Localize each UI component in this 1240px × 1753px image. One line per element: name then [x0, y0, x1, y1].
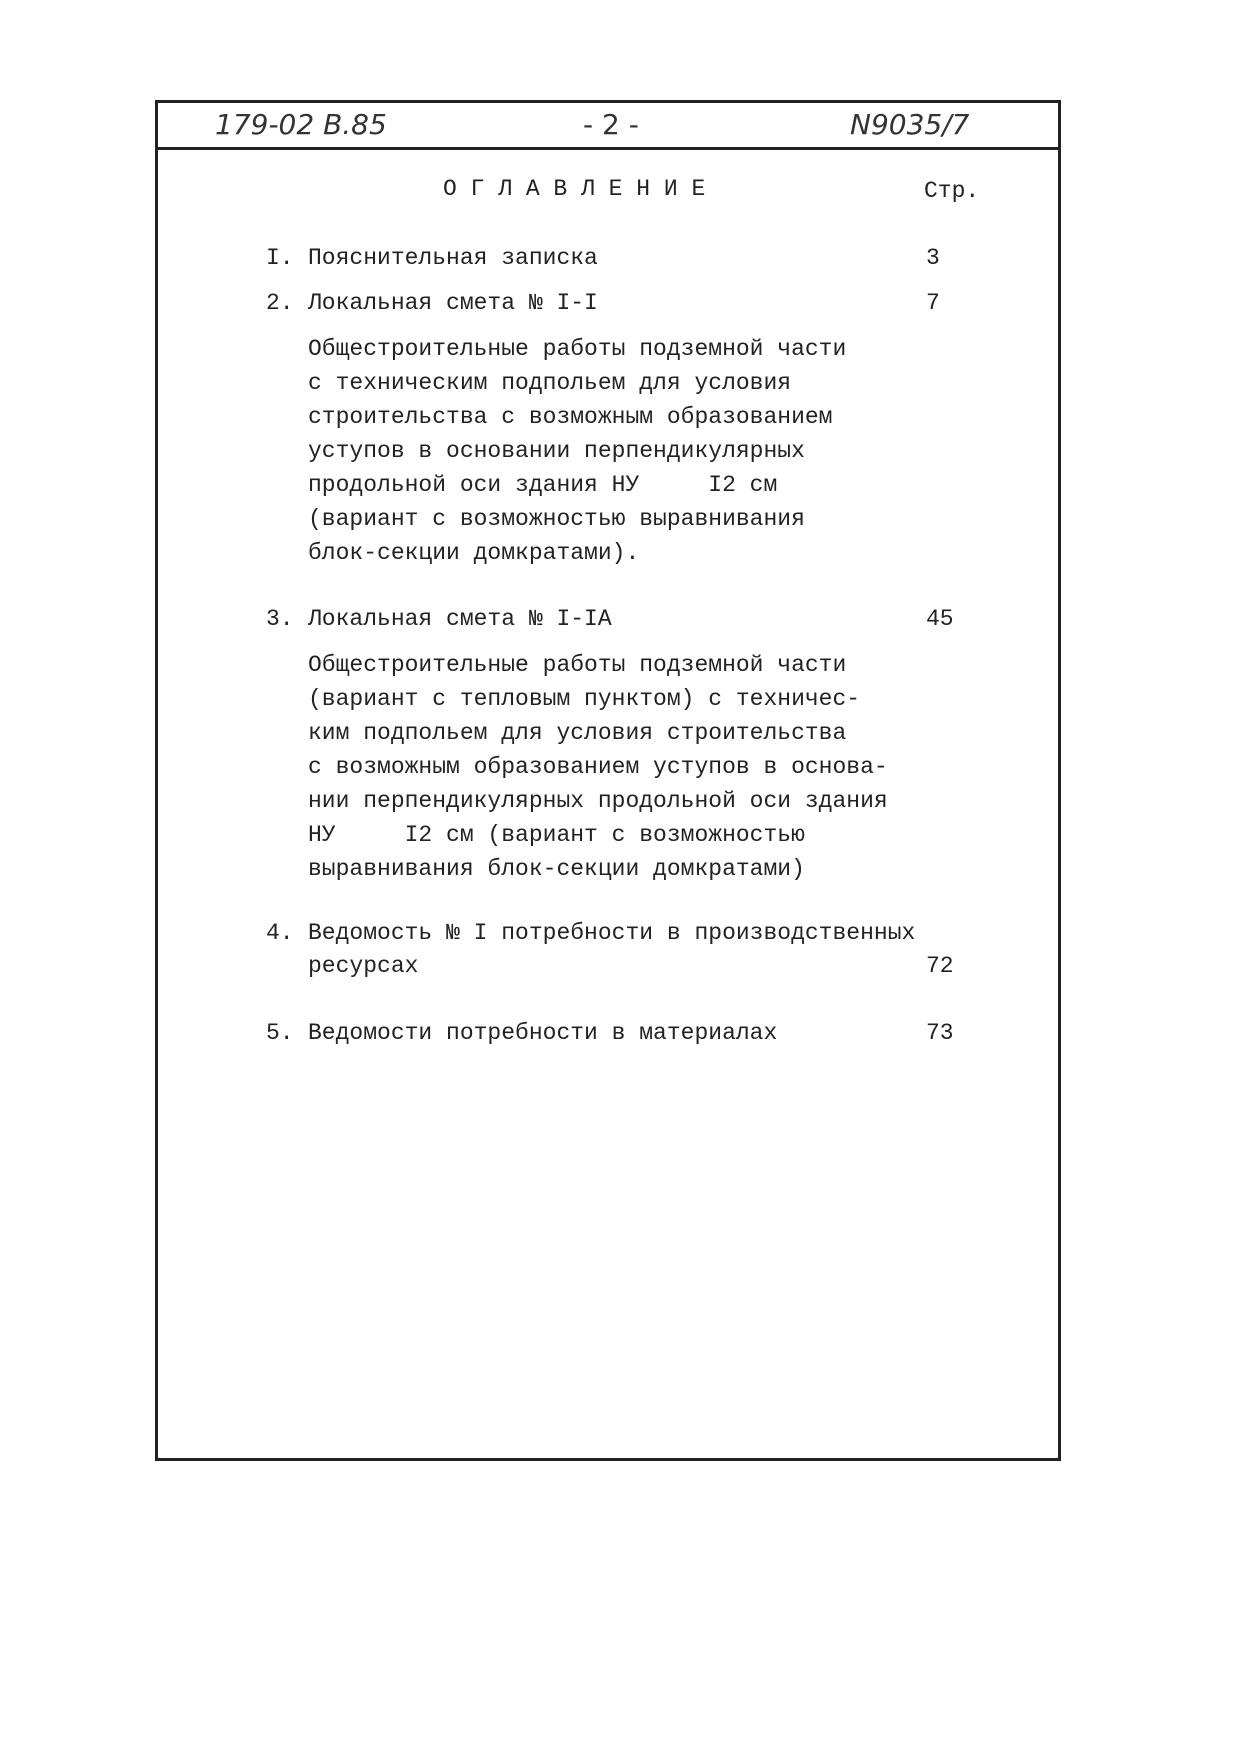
entry-number: 3.: [266, 606, 294, 632]
entry-page: 3: [926, 245, 940, 271]
entry-page: 45: [926, 606, 954, 632]
entry-title: Локальная смета № I-I: [308, 290, 598, 316]
entry-description-line: (вариант с возможностью выравнивания: [308, 506, 805, 532]
entry-description-line: (вариант с тепловым пунктом) с техничес-: [308, 686, 861, 712]
entry-description-line: Общестроительные работы подземной части: [308, 652, 847, 678]
entry-description-line: уступов в основании перпендикулярных: [308, 438, 805, 464]
entry-title: Локальная смета № I-IA: [308, 606, 612, 632]
entry-description-line: Общестроительные работы подземной части: [308, 336, 847, 362]
entry-description-line: продольной оси здания НУ I2 см: [308, 472, 778, 498]
entry-description-line: НУ I2 см (вариант с возможностью: [308, 822, 805, 848]
entry-description-line: выравнивания блок-секции домкратами): [308, 856, 805, 882]
entry-description-line: ким подпольем для условия строительства: [308, 720, 847, 746]
entry-page: 7: [926, 290, 940, 316]
page-number: - 2 -: [583, 108, 639, 141]
entry-description-line: с возможным образованием уступов в основа-: [308, 754, 888, 780]
page-column-label: Стр.: [924, 178, 980, 204]
header-divider: [158, 147, 1058, 150]
entry-number: 2.: [266, 290, 294, 316]
entry-description-line: нии перпендикулярных продольной оси здания: [308, 788, 888, 814]
inventory-number: N9035/7: [850, 108, 970, 141]
entry-number: 4.: [266, 920, 294, 946]
entry-description-line: строительства с возможным образованием: [308, 404, 833, 430]
entry-title-cont: ресурсах: [308, 953, 419, 979]
doc-code: 179-02 В.85: [215, 108, 387, 141]
entry-description-line: блок-секции домкратами).: [308, 540, 640, 566]
toc-title: О Г Л А В Л Е Н И Е: [443, 176, 706, 202]
entry-page: 72: [926, 953, 954, 979]
entry-title: Ведомости потребности в материалах: [308, 1020, 778, 1046]
entry-title: Ведомость № I потребности в производственных: [308, 920, 916, 946]
entry-title: Пояснительная записка: [308, 245, 598, 271]
entry-number: I.: [266, 245, 294, 271]
entry-description-line: с техническим подпольем для условия: [308, 370, 792, 396]
entry-page: 73: [926, 1020, 954, 1046]
entry-number: 5.: [266, 1020, 294, 1046]
